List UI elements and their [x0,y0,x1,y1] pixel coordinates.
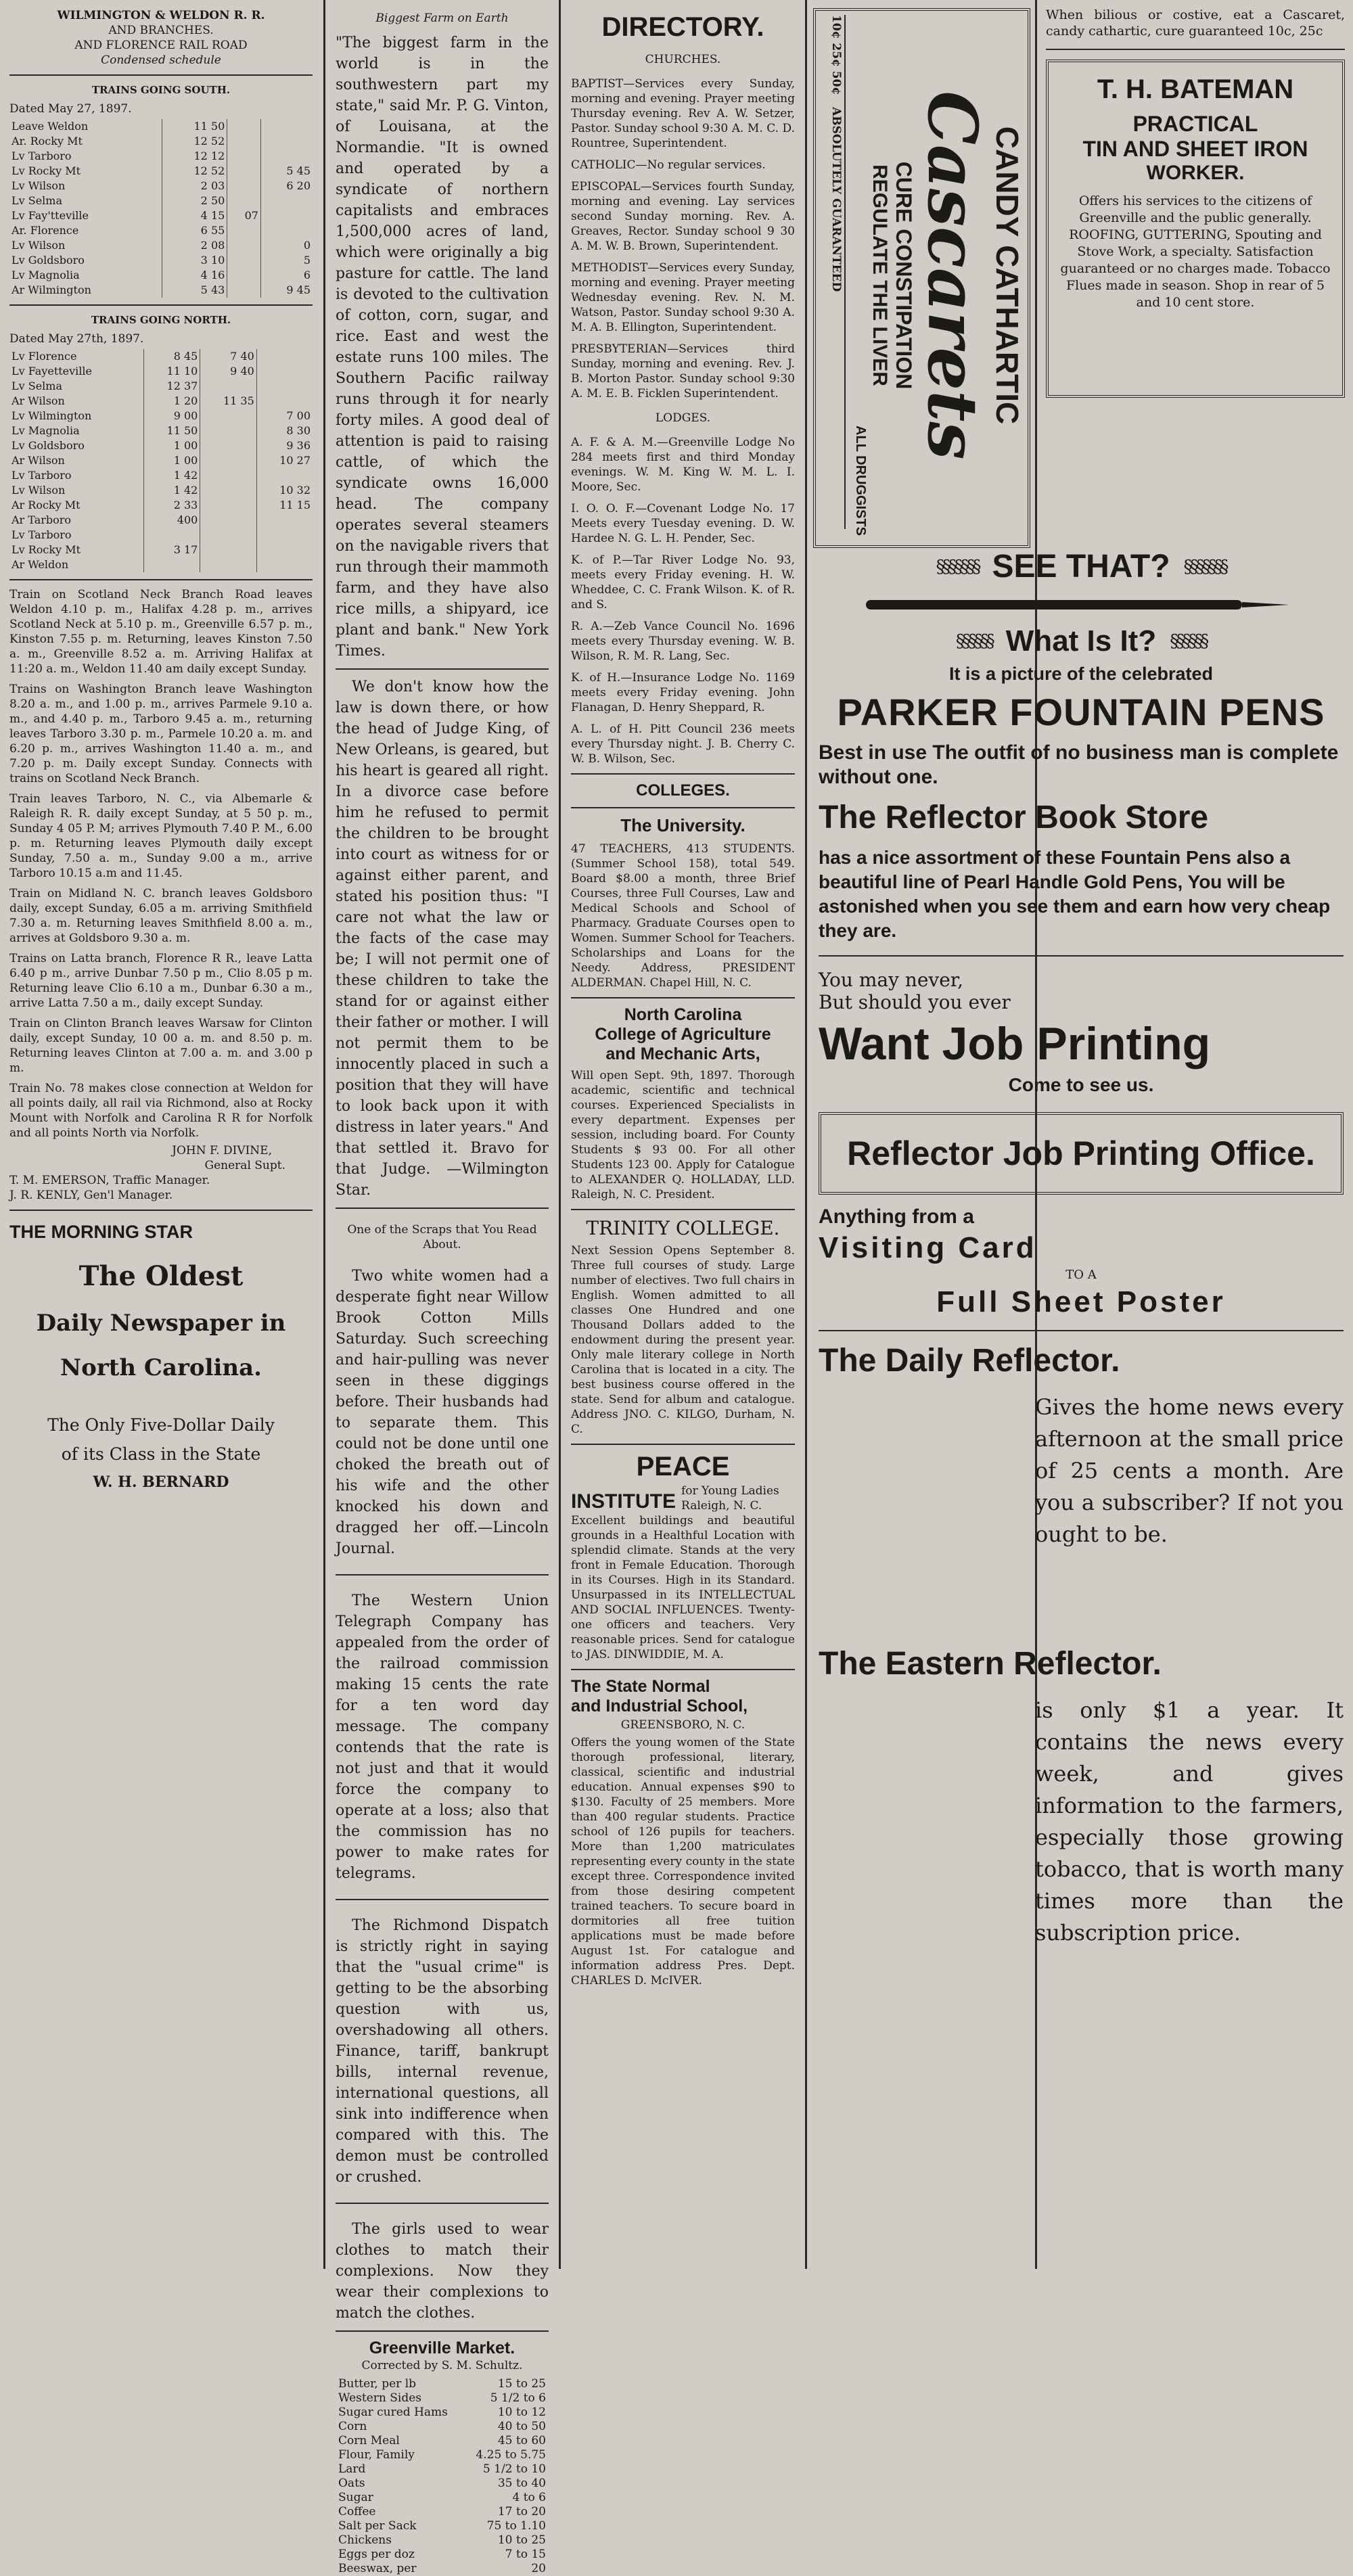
university-text: 47 TEACHERS, 413 STUDENTS. (Summer School 158), total 549. Board $8.00 a month, three Brief Courses, three Full Courses, Law and Medical Schools and School of Pharmacy. Graduate Courses open to Women. Summer School for Teachers. Scholarships and Loans for the Needy. Address, PRESIDENT ALDERMAN. Chapel Hill, N. C. [571,842,795,990]
timetable-row-cell: 7 00 [256,409,313,423]
ornament: §§§§§§ [955,631,992,651]
timetable-row-cell: Lv Rocky Mt [12,164,81,177]
branch-notice: Train on Scotland Neck Branch Road leaves Weldon 4.10 p. m., Halifax 4.28 p. m., arrives Scotland Neck at 5.10 p. m., Greenville 6.57 p. m., Kinston 7.55 p. m. Returning, leaves Kinston 7.50 a. m., Greenville 8.52 a. m. Arriving Halifax at 11:20 a. m., Weldon 11.40 am daily except Sunday. [9,588,313,676]
timetable-row-cell: 07 [227,208,261,223]
column-railroad [0,0,322,2269]
timetable-row-cell [227,268,261,283]
timetable-row-cell [260,134,313,149]
railroad-title: WILMINGTON & WELDON R. R. [57,9,265,22]
peace-heading: PEACE [636,1452,730,1481]
timetable-row-cell: 1 00 [143,453,200,468]
scraps-heading: One of the Scraps that You Read About. [347,1223,537,1251]
ornament: §§§§§§§ [1183,556,1226,577]
cascarets-name: Cascarets [913,91,992,460]
what-is-it-heading: What Is It? [1005,624,1157,658]
timetable-row-cell [256,557,313,572]
timetable-row-cell: Lv Wilson [12,484,66,497]
daily-reflector-heading: The Daily Reflector. [819,1343,1120,1379]
bateman-practical: PRACTICAL [1132,112,1258,136]
normal-sub: GREENSBORO, N. C. [620,1718,746,1732]
peace-text: Excellent buildings and beautiful grounds in a Healthful Location with splendid climate. Stands at the very front in Female Education. Thorough in its Courses. High in its Standard. Unsurpassed in its INTELLECTUAL AND SOCIAL INFLUENCES. Twenty-one officers and teachers. Very reasonable prices. Send for catalogue to JAS. DINWIDDIE, M. A. [571,1514,795,1661]
book-store-heading: The Reflector Book Store [819,800,1209,835]
timetable-row-cell: 7 40 [200,349,256,364]
timetable-row-cell [260,149,313,164]
timetable-row-cell: Lv Selma [12,194,63,207]
market-row-cell: Coffee [338,2505,376,2518]
cascarets-candy-cathartic: CANDY CATHARTIC [990,126,1025,425]
timetable-row-cell: Lv Magnolia [12,269,80,281]
timetable-row-cell: 4 16 [162,268,227,283]
column-rule [559,0,561,2269]
timetable-row [9,208,313,223]
market-row [336,2533,549,2548]
timetable-row [9,513,313,528]
timetable-row-cell [200,543,256,557]
morning-star-heading: THE MORNING STAR [9,1222,193,1242]
market-row-cell: Chickens [338,2533,392,2547]
timetable-row-cell: Ar Rocky Mt [12,499,81,511]
anything-from-text: Anything from a [819,1205,974,1228]
church-entry: CATHOLIC—No regular services. [571,158,766,172]
agri-heading: College of Agriculture [595,1025,771,1044]
timetable-row-cell: Lv Fay'tteville [12,209,89,222]
timetable-row-cell: Ar Wilson [12,454,65,467]
morning-star-line: Daily Newspaper in [36,1310,286,1337]
timetable-row-cell [256,349,313,364]
timetable-row-cell: Lv Tarboro [12,150,72,162]
timetable-row-cell [227,134,261,149]
timetable-row-cell: 6 [260,268,313,283]
lodge-entry: I. O. O. F.—Covenant Lodge No. 17 Meets every Tuesday evening. D. W. Hardee N. G. L. H. Pender, Sec. [571,502,795,545]
timetable-row-cell: 12 37 [143,379,200,394]
bateman-name: T. H. BATEMAN [1097,74,1294,104]
timetable-row-cell [143,557,200,572]
timetable-row-cell: Ar. Florence [12,224,79,237]
timetable-row-cell: Lv Magnolia [12,424,80,437]
timetable-row-cell [200,453,256,468]
timetable-row [9,409,313,423]
western-union-article: The Western Union Telegraph Company has appealed from the order of the railroad commission making 15 cents the rate for a ten word day message. The company contends that the rate is not just and that it would force the company to operate at a loss; also that the commission has no power to make rates for telegrams. [336,1592,549,1882]
lodge-entry: A. F. & A. M.—Greenville Lodge No 284 meets first and third Monday evenings. W. M. King W. M. L. I. Moore, Sec. [571,436,795,494]
may-never-text: You may never, [819,969,964,991]
timetable-row-cell: Lv Wilson [12,239,66,252]
ornament: §§§§§§§ [936,556,979,577]
morning-star-line: The Only Five-Dollar Daily [47,1415,275,1435]
timetable-row-cell [200,528,256,543]
branch-notice: Train No. 78 makes close connection at Weldon for all points daily, all rail via Richmond, also at Rocky Mount with Norfolk and Carolina R R for Norfolk and all points North via Norfolk. [9,1082,313,1140]
timetable-row-cell: 2 33 [143,498,200,513]
timetable-row-cell: 0 [260,238,313,253]
market-row-cell: 15 to 25 [497,2377,546,2391]
timetable-row-cell [256,379,313,394]
morning-star-line: The Oldest [78,1260,244,1292]
signature-kenly: J. R. KENLY, Gen'l Manager. [9,1189,173,1202]
cascarets-ad [813,8,1030,548]
timetable-row-cell [260,208,313,223]
picture-of-text: It is a picture of the celebrated [948,664,1214,684]
timetable-row [9,394,313,409]
timetable-row-cell: Leave Weldon [12,120,89,133]
trinity-heading: TRINITY COLLEGE. [586,1217,780,1239]
timetable-row-cell [200,409,256,423]
timetable-row [9,438,313,453]
timetable-row-cell: Lv Tarboro [12,469,72,482]
market-row-cell: 7 to 15 [505,2548,546,2561]
morning-star-line: North Carolina. [60,1354,262,1381]
timetable-row [9,498,313,513]
timetable-row [9,423,313,438]
lodge-entry: A. L. of H. Pitt Council 236 meets every Thursday night. J. B. Cherry C. W. B. Wilson, Sec. [571,722,795,766]
market-row [336,2505,549,2519]
cascarets-prices: 10¢ 25¢ 50¢ [829,15,843,95]
timetable-row [9,379,313,394]
visiting-card-text: Visiting Card [819,1231,1037,1264]
fountain-pen-icon [846,591,1316,618]
market-row [336,2420,549,2434]
lodges-heading: LODGES. [655,411,711,425]
colleges-heading: COLLEGES. [636,781,730,800]
timetable-row-cell [200,423,256,438]
market-row-cell: 17 to 20 [497,2505,546,2518]
timetable-row-cell [227,179,261,193]
timetable-row-cell: 5 [260,253,313,268]
timetable-row [9,164,313,179]
timetable-row-cell: 1 00 [143,438,200,453]
market-row-cell: 5 1/2 to 6 [490,2391,546,2405]
timetable-row [9,543,313,557]
market-row [336,2491,549,2505]
branch-notice: Trains on Latta branch, Florence R R., leave Latta 6.40 p m., arrive Dunbar 7.50 p m., Clio 8.05 p m. Returning leave Clio 6.10 a m., Dunbar 6.30 a m., arrive Latta 7.50 a m., daily except Sunday. [9,952,313,1010]
branch-notice: Trains on Washington Branch leave Washington 8.20 a. m., and 1.00 p. m., arrives Parmele 9.10 a. m., and 4.40 p. m., Tarboro 9.45 a. m., returning leaves Tarboro 3.30 p. m., Parmele 10.20 a. m. and 6.20 p. m., arrives Washington 11.40 a. m., and 7.20 p. m. Daily except Sunday. Connects with trains on Scotland Neck Branch. [9,683,313,785]
timetable-row [9,193,313,208]
dispatch-article: The Richmond Dispatch is strictly right in saying that the "usual crime" is getting to be the absorbing question with us, overshadowing all others. Finance, tariff, bankrupt bills, internal revenue, international questions, all sink into indifference when compared with this. The demon must be controlled or crushed. [336,1917,549,2186]
lodge-entry: K. of H.—Insurance Lodge No. 1169 meets every Friday evening. John Flanagan, D. Henry Sheppard, R. [571,671,795,714]
market-row [336,2377,549,2391]
timetable-row-cell [256,468,313,483]
bateman-tin: TIN AND SHEET IRON [1082,137,1308,161]
normal-heading: and Industrial School, [571,1697,748,1716]
market-row [336,2562,549,2576]
railroad-subtitle: AND BRANCHES. [108,24,214,37]
timetable-row-cell [200,498,256,513]
timetable-row-cell [200,379,256,394]
timetable-row-cell [200,483,256,498]
market-row-cell: 10 to 25 [497,2533,546,2547]
directory-heading: DIRECTORY. [601,12,764,42]
timetable-row-cell: 9 00 [143,409,200,423]
market-row [336,2548,549,2562]
want-job-printing-heading: Want Job Printing [819,1018,1211,1070]
column-rule [323,0,325,2269]
judge-article: We don't know how the law is down there, or how the head of Judge King, of New Orleans, is geared, but his heart is geared all right. In a divorce case before him he refused to permit the children to be brought into court as witness for or against either parent, and stated his position thus: "I care not what the law or the facts of the case may be; I will not permit one of these children to take the stand for or against either their father or mother. I will not permit them to be innocently placed in such a position that they will have to look back upon it with distress in later years." And that settled it. Bravo for that Judge. —Wilmington Star. [336,678,549,1199]
cascarets-guarantee: ABSOLUTELY GUARANTEED [829,107,843,292]
market-row-cell: Oats [338,2477,365,2490]
cascarets-cure: CURE CONSTIPATION [892,161,916,390]
eastern-reflector-heading: The Eastern Reflector. [819,1646,1162,1682]
timetable-row [9,268,313,283]
timetable-row-cell: 12 52 [162,134,227,149]
timetable-row-cell: 3 17 [143,543,200,557]
church-entry: EPISCOPAL—Services fourth Sunday, morning and evening. Lay services second Sunday morning. Rev. A. Greaves, Rector. Sunday school 9 30 A. M. W. B. Brown, Superintendent. [571,180,795,253]
full-sheet-text: Full Sheet Poster [936,1285,1226,1318]
timetable-row-cell: 10 27 [256,453,313,468]
timetable-row-cell: Lv Florence [12,350,77,363]
railroad-schedule-label: Condensed schedule [101,53,221,67]
market-row [336,2462,549,2477]
morning-star-editor: W. H. BERNARD [93,1473,229,1491]
market-row-cell: Eggs per doz [338,2548,415,2561]
market-row-cell: Corn Meal [338,2434,400,2447]
signature-divine: JOHN F. DIVINE, [172,1144,272,1157]
market-row-cell: 40 to 50 [497,2420,546,2433]
timetable-row [9,119,313,134]
market-row-cell: Western Sides [338,2391,421,2405]
timetable-row-cell: 9 45 [260,283,313,298]
normal-heading: The State Normal [571,1677,710,1696]
market-row-cell: 45 to 60 [497,2434,546,2447]
timetable-row [9,349,313,364]
market-row-cell: Salt per Sack [338,2519,417,2533]
timetable-row [9,468,313,483]
timetable-row-cell: Lv Goldsboro [12,439,85,452]
timetable-row-cell: Lv Goldsboro [12,254,85,267]
bateman-worker: WORKER. [1146,162,1245,184]
timetable-row [9,149,313,164]
railroad-subtitle-2: AND FLORENCE RAIL ROAD [74,39,248,52]
timetable-row-cell [256,364,313,379]
morning-star-line: of its Class in the State [61,1444,261,1464]
peace-institute: INSTITUTE [571,1490,676,1513]
book-store-text: has a nice assortment of these Fountain Pens also a beautiful line of Pearl Handle Gold Pens, You will be astonished when you see them and earn how very cheap they are. [819,847,1331,941]
branch-notice: Train leaves Tarboro, N. C., via Albemarle & Raleigh R. R. daily except Sunday, at 5 50 p. m., Sunday 4 05 P. M; arrives Plymouth 7.40 P. M., 6.00 p. m. Returning leaves Plymouth daily except Sunday, 7.50 a. m., Sunday 9.00 a m., arrive Tarboro 10.15 a.m and 11.45. [9,792,313,880]
timetable-row-cell: Ar Weldon [12,558,69,571]
timetable-row-cell [227,119,261,134]
market-row-cell: Butter, per lb [338,2377,417,2391]
timetable-row-cell: 12 12 [162,149,227,164]
timetable-row-cell: 11 50 [143,423,200,438]
timetable-row-cell: 8 30 [256,423,313,438]
timetable-row [9,253,313,268]
timetable-row-cell [256,394,313,409]
signature-divine-title: General Supt. [204,1159,285,1172]
peace-sub: for Young Ladies Raleigh, N. C. [681,1484,779,1513]
timetable-row-cell: 11 10 [143,364,200,379]
timetable-row-cell [227,149,261,164]
market-row-cell: 75 to 1.10 [486,2519,546,2533]
market-row-cell: Corn [338,2420,367,2433]
timetable-row-cell: 11 50 [162,119,227,134]
timetable-row-cell: 4 15 [162,208,227,223]
daily-reflector-text: Gives the home news every afternoon at the small price of 25 cents a month. Are you a subscriber? If not you ought to be. [1035,1394,1344,1547]
timetable-row-cell: 1 42 [143,468,200,483]
timetable-row-cell [227,193,261,208]
bilious-notice: When bilious or costive, eat a Cascaret, candy cathartic, cure guaranteed 10c, 25c [1046,7,1345,39]
bateman-ad [1046,60,1345,398]
timetable-row [9,238,313,253]
north-heading: TRAINS GOING NORTH. [91,314,231,326]
timetable-row-cell [227,283,261,298]
north-dated: Dated May 27th, 1897. [9,332,144,346]
column-directory [561,0,804,2269]
market-row-cell: 5 1/2 to 10 [482,2462,546,2476]
signature-emerson: T. M. EMERSON, Traffic Manager. [9,1174,210,1187]
farm-heading: Biggest Farm on Earth [375,12,509,25]
timetable-row-cell [227,223,261,238]
timetable-row-cell: Ar. Rocky Mt [12,135,83,147]
market-row [336,2477,549,2491]
church-entry: PRESBYTERIAN—Services third Sunday, morning and evening. Rev. J. B. Morton Pastor. Sunday school 9:30 A. M. E. B. Ficklen Superintendent. [571,342,795,400]
timetable-row-cell [227,238,261,253]
market-row-cell: Sugar cured Hams [338,2406,448,2419]
market-row-cell: 20 [531,2562,546,2575]
market-row [336,2519,549,2533]
cascarets-druggists: ALL DRUGGISTS [853,426,868,536]
scraps-article: Two white women had a desperate fight near Willow Brook Cotton Mills Saturday. Such screeching and hair-pulling was never seen in these diggings before. Their husbands had to separate them. This could not be done until one choked the breath out of his wife and the other knocked his down and dragged her off.—Lincoln Journal. [336,1268,549,1557]
timetable-row-cell: 2 08 [162,238,227,253]
timetable-row-cell: 9 36 [256,438,313,453]
timetable-row-cell: 11 15 [256,498,313,513]
timetable-row-cell [143,528,200,543]
timetable-row [9,223,313,238]
timetable-row-cell: Lv Rocky Mt [12,543,81,556]
agri-text: Will open Sept. 9th, 1897. Thorough academic, scientific and technical courses. Experienced Specialists in every department. Expenses per session, including board. For County Students $ 93 00. For all other Students 123 00. Apply for Catalogue to ALEXANDER Q. HOLLADAY, LLD. Raleigh, N. C. President. [571,1069,795,1201]
market-row-cell: Sugar [338,2491,373,2504]
market-row-cell: 4 to 6 [512,2491,546,2504]
agri-heading: North Carolina [624,1005,742,1024]
market-row [336,2448,549,2462]
timetable-row-cell [256,543,313,557]
timetable-row-cell: Lv Selma [12,380,63,392]
but-should-text: But should you ever [819,991,1011,1013]
timetable-row-cell: 6 20 [260,179,313,193]
to-a-text: TO A [1065,1268,1097,1282]
lodge-entry: R. A.—Zeb Vance Council No. 1696 meets every Thursday evening. W. B. Wilson, R. M. R. Lang, Sec. [571,620,795,663]
see-that-heading: SEE THAT? [992,549,1170,584]
market-row-cell: 35 to 40 [497,2477,546,2490]
timetable-row [9,557,313,572]
timetable-row-cell: Lv Wilson [12,179,66,192]
south-dated: Dated May 27, 1897. [9,102,132,116]
timetable-row-cell: Ar Tarboro [12,513,72,526]
timetable-row-cell: 400 [143,513,200,528]
timetable-row [9,528,313,543]
timetable-row-cell: 1 20 [143,394,200,409]
timetable-row [9,453,313,468]
timetable-row-cell: 1 42 [143,483,200,498]
church-entry: METHODIST—Services every Sunday, morning and evening. Prayer meeting Wednesday evening. Rev. N. M. Watson, Pastor. Sunday school 9:30 A. M. A. B. Ellington, Superintendent. [571,261,795,334]
timetable-row-cell: Lv Tarboro [12,528,72,541]
church-entry: BAPTIST—Services every Sunday, morning and evening. Prayer meeting Thursday evening. Rev A. W. Setzer, Pastor. Sunday school 9:30 A. M. C. D. Rountree, Superintendent. [571,77,795,150]
timetable-row [9,283,313,298]
branch-notice: Train on Midland N. C. branch leaves Goldsboro daily, except Sunday, 6.05 a m. arriving Smithfield 7.30 a. m. Returning leaves Smithfield 8.00 a. m., arrives at Goldsboro 9.30 a. m. [9,887,313,945]
timetable-row-cell: Ar Wilson [12,394,65,407]
market-row-cell: 4.25 to 5.75 [476,2448,546,2462]
timetable-row [9,364,313,379]
churches-heading: CHURCHES. [645,53,721,66]
market-row [336,2406,549,2420]
south-timetable [9,119,313,298]
timetable-row-cell [256,528,313,543]
column-rule [805,0,807,2269]
timetable-row-cell [260,119,313,134]
come-see-text: Come to see us. [1008,1074,1154,1095]
north-timetable [9,349,313,572]
market-table [336,2377,549,2576]
ornament: §§§§§§ [1170,631,1207,651]
timetable-row-cell [227,253,261,268]
column-news [326,0,558,2575]
timetable-row-cell [260,193,313,208]
timetable-row-cell: Lv Wilmington [12,409,92,422]
bateman-text: Offers his services to the citizens of Greenville and the public generally. ROOFING, GUTTERING, Spouting and Stove Work, a specialty. Satisfaction guaranteed or no charges made. Tobacco Flues made in season. Shop in rear of 5 and 10 cent store. [1060,193,1331,310]
job-office-heading: Reflector Job Printing Office. [847,1134,1315,1172]
south-heading: TRAINS GOING SOUTH. [91,84,231,96]
timetable-row-cell: 12 52 [162,164,227,179]
timetable-row-cell: 5 43 [162,283,227,298]
eastern-reflector-text: is only $1 a year. It contains the news every week, and gives information to the farmers, especially those growing tobacco, that is worth many times more than the subscription price. [1035,1697,1344,1946]
timetable-row-cell: 5 45 [260,164,313,179]
market-row-cell: Flour, Family [338,2448,415,2462]
market-heading: Greenville Market. [369,2339,515,2358]
branch-notice: Train on Clinton Branch leaves Warsaw for Clinton daily, except Sunday, 10 00 a. m. and 8.50 p. m. Returning leaves Clinton at 7.00 a. m. and 3.00 p m. [9,1017,313,1075]
market-row-cell: Beeswax, per [338,2562,417,2575]
timetable-row-cell [200,513,256,528]
timetable-row-cell: 6 55 [162,223,227,238]
timetable-row-cell [227,164,261,179]
cascarets-regulate: REGULATE THE LIVER [869,164,891,386]
timetable-row-cell: 2 50 [162,193,227,208]
timetable-row-cell [200,468,256,483]
timetable-row-cell: 8 45 [143,349,200,364]
agri-heading: and Mechanic Arts, [605,1044,760,1063]
market-row-cell: Lard [338,2462,366,2476]
timetable-row [9,179,313,193]
timetable-row-cell: 3 10 [162,253,227,268]
timetable-row-cell [200,557,256,572]
university-heading: The University. [620,815,746,835]
market-subheading: Corrected by S. M. Schultz. [361,2359,523,2372]
market-row [336,2391,549,2406]
timetable-row-cell: Lv Fayetteville [12,365,92,377]
best-in-use-text: Best in use The outfit of no business man is complete without one. [819,741,1339,788]
timetable-row-cell [256,513,313,528]
timetable-row-cell: 9 40 [200,364,256,379]
normal-text: Offers the young women of the State thorough professional, literary, classical, scientific and industrial education. Annual expenses $90 to $130. Faculty of 25 members. More than 400 regular students. Practice school of 126 pupils for teachers. More than 1,200 matriculates representing every county in the state except three. Correspondence invited from those desiring competent trained teachers. To secure board in dormitories all free tuition applications must be made before August 1st. For catalogue and information address Pres. Dept. CHARLES D. McIVER. [571,1736,795,1987]
timetable-row-cell: 2 03 [162,179,227,193]
timetable-row-cell: 11 35 [200,394,256,409]
market-row-cell: 10 to 12 [497,2406,546,2419]
timetable-row [9,134,313,149]
timetable-row-cell [200,438,256,453]
farm-article: "The biggest farm in the world is in the southwestern part my state," said Mr. P. G. Vinton, of Louisana, at the Normandie. "It is owned and operated by a syndicate of northern capitalists and embraces 1,500,000 acres of land, which were originally a big pasture for cattle. The land is devoted to the cultivation of cotton, corn, sugar, and rice. East and west the estate runs 100 miles. The Southern Pacific railway runs through it for nearly forty miles. A good deal of attention is paid to raising cattle, of which the syndicate owns 16,000 head. The company operates several steamers on the navigable rivers that run through their mammoth farm, and they have also rice mills, a shipyard, ice plant and bank." New York Times. [336,34,549,660]
parker-pens-heading: PARKER FOUNTAIN PENS [837,691,1325,733]
timetable-row [9,483,313,498]
job-office-banner [819,1112,1344,1195]
girls-article: The girls used to wear clothes to match their complexions. Now they wear their complexions to match the clothes. [336,2221,549,2322]
lodge-entry: K. of P.—Tar River Lodge No. 93, meets every Friday evening. H. W. Wheddee, C. C. Frank Wilson. K. of R. and S. [571,553,795,612]
reflector-ads [810,541,1353,2269]
timetable-row-cell: 10 32 [256,483,313,498]
timetable-row-cell [260,223,313,238]
trinity-text: Next Session Opens September 8. Three full courses of study. Large number of electives. Two full chairs in English. Women admitted to all classes One Hundred and one Thousand Dollars added to the endowment during the present year. Only male literary college in North Carolina that is located in a city. The best business course offered in the state. Send for album and catalogue. Address JNO. C. KILGO, Durham, N. C. [571,1244,795,1436]
timetable-row-cell: Ar Wilmington [12,283,91,296]
market-row [336,2434,549,2448]
